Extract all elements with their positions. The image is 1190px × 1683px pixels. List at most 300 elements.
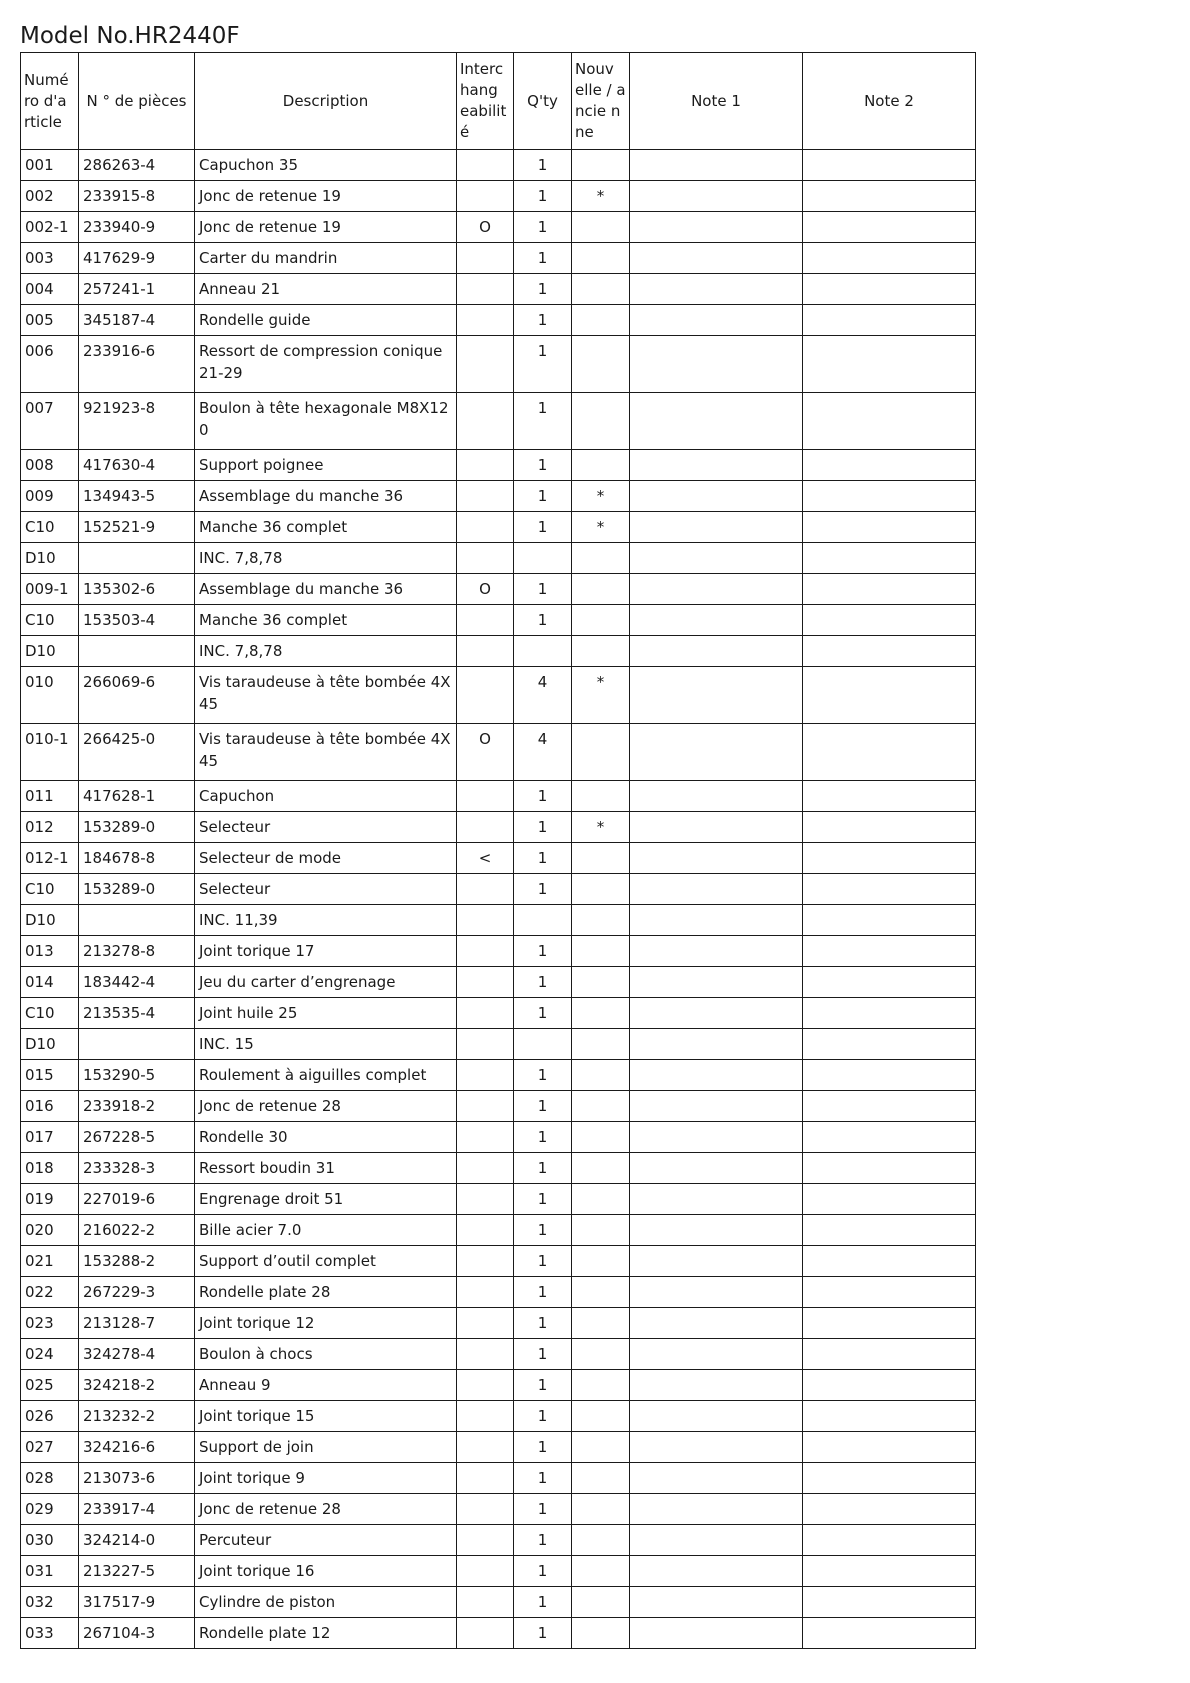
cell-part-number: 417630-4 <box>79 450 195 481</box>
cell-part-number: 233916-6 <box>79 336 195 393</box>
cell-quantity: 1 <box>514 781 572 812</box>
cell-interchangeability <box>457 181 514 212</box>
table-row <box>21 843 976 874</box>
cell-description: Jonc de retenue 19 <box>195 181 457 212</box>
cell-description: Selecteur de mode <box>195 843 457 874</box>
cell-note-1 <box>630 393 803 450</box>
cell-part-number: 213278-8 <box>79 936 195 967</box>
table-row <box>21 1184 976 1215</box>
table-row <box>21 1339 976 1370</box>
cell-note-1 <box>630 1091 803 1122</box>
cell-quantity: 1 <box>514 936 572 967</box>
cell-note-2 <box>803 1246 976 1277</box>
cell-quantity: 1 <box>514 1432 572 1463</box>
cell-note-2 <box>803 1432 976 1463</box>
cell-item-number: 002-1 <box>21 212 79 243</box>
cell-interchangeability: O <box>457 724 514 781</box>
cell-part-number: 267229-3 <box>79 1277 195 1308</box>
cell-quantity: 1 <box>514 1339 572 1370</box>
cell-note-2 <box>803 1401 976 1432</box>
cell-new-old <box>572 843 630 874</box>
cell-quantity: 1 <box>514 450 572 481</box>
cell-new-old <box>572 1618 630 1649</box>
cell-item-number: C10 <box>21 998 79 1029</box>
cell-part-number <box>79 1029 195 1060</box>
cell-new-old: * <box>572 181 630 212</box>
cell-note-1 <box>630 781 803 812</box>
cell-part-number: 921923-8 <box>79 393 195 450</box>
cell-new-old <box>572 305 630 336</box>
cell-note-1 <box>630 936 803 967</box>
cell-note-1 <box>630 336 803 393</box>
cell-quantity <box>514 543 572 574</box>
cell-note-1 <box>630 1153 803 1184</box>
cell-part-number: 267228-5 <box>79 1122 195 1153</box>
cell-note-2 <box>803 336 976 393</box>
cell-part-number: 227019-6 <box>79 1184 195 1215</box>
cell-note-1 <box>630 543 803 574</box>
cell-item-number: 015 <box>21 1060 79 1091</box>
cell-note-2 <box>803 1308 976 1339</box>
cell-quantity: 1 <box>514 843 572 874</box>
cell-note-2 <box>803 543 976 574</box>
table-row <box>21 1618 976 1649</box>
cell-note-2 <box>803 874 976 905</box>
cell-quantity <box>514 1029 572 1060</box>
cell-quantity <box>514 636 572 667</box>
cell-quantity: 1 <box>514 1401 572 1432</box>
cell-quantity: 1 <box>514 212 572 243</box>
header-interchangeability: Interc hang eabilit é <box>457 53 514 150</box>
cell-note-1 <box>630 181 803 212</box>
cell-note-2 <box>803 667 976 724</box>
table-row <box>21 1587 976 1618</box>
cell-interchangeability <box>457 543 514 574</box>
cell-note-2 <box>803 1060 976 1091</box>
table-row <box>21 1215 976 1246</box>
table-row <box>21 1308 976 1339</box>
cell-interchangeability <box>457 1060 514 1091</box>
table-row <box>21 1401 976 1432</box>
table-row <box>21 212 976 243</box>
cell-note-1 <box>630 874 803 905</box>
cell-interchangeability <box>457 1556 514 1587</box>
cell-interchangeability <box>457 1246 514 1277</box>
cell-quantity: 1 <box>514 1122 572 1153</box>
cell-part-number: 324278-4 <box>79 1339 195 1370</box>
cell-note-1 <box>630 1370 803 1401</box>
cell-note-1 <box>630 1339 803 1370</box>
cell-interchangeability <box>457 781 514 812</box>
cell-new-old <box>572 905 630 936</box>
cell-interchangeability <box>457 967 514 998</box>
cell-quantity: 1 <box>514 481 572 512</box>
cell-item-number: 009 <box>21 481 79 512</box>
cell-item-number: 008 <box>21 450 79 481</box>
table-row <box>21 243 976 274</box>
table-row <box>21 1494 976 1525</box>
cell-item-number: 012-1 <box>21 843 79 874</box>
cell-quantity: 1 <box>514 150 572 181</box>
cell-note-1 <box>630 998 803 1029</box>
cell-interchangeability <box>457 450 514 481</box>
table-row <box>21 1525 976 1556</box>
cell-note-2 <box>803 843 976 874</box>
cell-interchangeability <box>457 1587 514 1618</box>
cell-item-number: 017 <box>21 1122 79 1153</box>
cell-item-number: 024 <box>21 1339 79 1370</box>
cell-part-number: 213232-2 <box>79 1401 195 1432</box>
table-row <box>21 543 976 574</box>
cell-note-2 <box>803 1029 976 1060</box>
cell-description: Support poignee <box>195 450 457 481</box>
cell-part-number: 216022-2 <box>79 1215 195 1246</box>
cell-note-2 <box>803 781 976 812</box>
cell-part-number: 233918-2 <box>79 1091 195 1122</box>
cell-note-1 <box>630 605 803 636</box>
cell-interchangeability: < <box>457 843 514 874</box>
cell-note-1 <box>630 150 803 181</box>
cell-part-number: 135302-6 <box>79 574 195 605</box>
cell-item-number: 005 <box>21 305 79 336</box>
cell-quantity: 1 <box>514 574 572 605</box>
cell-description: Joint torique 12 <box>195 1308 457 1339</box>
cell-note-2 <box>803 905 976 936</box>
cell-description: Joint huile 25 <box>195 998 457 1029</box>
cell-part-number: 153503-4 <box>79 605 195 636</box>
cell-item-number: 023 <box>21 1308 79 1339</box>
cell-interchangeability <box>457 1618 514 1649</box>
table-row <box>21 1029 976 1060</box>
cell-interchangeability <box>457 243 514 274</box>
cell-new-old <box>572 781 630 812</box>
cell-item-number: D10 <box>21 543 79 574</box>
cell-description: Rondelle guide <box>195 305 457 336</box>
cell-new-old <box>572 1277 630 1308</box>
cell-part-number: 153290-5 <box>79 1060 195 1091</box>
table-row <box>21 636 976 667</box>
cell-part-number: 233917-4 <box>79 1494 195 1525</box>
cell-part-number: 183442-4 <box>79 967 195 998</box>
cell-new-old <box>572 1091 630 1122</box>
cell-note-2 <box>803 1618 976 1649</box>
cell-interchangeability: O <box>457 574 514 605</box>
cell-interchangeability <box>457 1525 514 1556</box>
cell-part-number: 324214-0 <box>79 1525 195 1556</box>
table-row <box>21 1091 976 1122</box>
cell-interchangeability <box>457 1432 514 1463</box>
cell-note-1 <box>630 1525 803 1556</box>
cell-quantity: 1 <box>514 1091 572 1122</box>
cell-note-2 <box>803 450 976 481</box>
cell-item-number: 013 <box>21 936 79 967</box>
cell-interchangeability <box>457 150 514 181</box>
table-row <box>21 1277 976 1308</box>
cell-description: Support de join <box>195 1432 457 1463</box>
cell-description: Boulon à chocs <box>195 1339 457 1370</box>
cell-part-number: 213073-6 <box>79 1463 195 1494</box>
cell-interchangeability <box>457 998 514 1029</box>
cell-note-2 <box>803 1215 976 1246</box>
cell-item-number: D10 <box>21 636 79 667</box>
cell-quantity: 1 <box>514 1618 572 1649</box>
cell-description: Capuchon <box>195 781 457 812</box>
cell-description: INC. 11,39 <box>195 905 457 936</box>
cell-item-number: 002 <box>21 181 79 212</box>
cell-item-number: 010-1 <box>21 724 79 781</box>
cell-part-number: 153288-2 <box>79 1246 195 1277</box>
table-row <box>21 1060 976 1091</box>
cell-note-2 <box>803 512 976 543</box>
cell-note-1 <box>630 1246 803 1277</box>
cell-new-old <box>572 336 630 393</box>
cell-note-2 <box>803 998 976 1029</box>
cell-quantity: 1 <box>514 1587 572 1618</box>
cell-quantity: 4 <box>514 724 572 781</box>
cell-description: Bille acier 7.0 <box>195 1215 457 1246</box>
cell-note-2 <box>803 936 976 967</box>
cell-item-number: 007 <box>21 393 79 450</box>
cell-quantity: 1 <box>514 1246 572 1277</box>
cell-interchangeability <box>457 605 514 636</box>
cell-part-number: 267104-3 <box>79 1618 195 1649</box>
table-row <box>21 481 976 512</box>
cell-note-1 <box>630 967 803 998</box>
cell-part-number: 213535-4 <box>79 998 195 1029</box>
cell-quantity: 1 <box>514 336 572 393</box>
cell-note-1 <box>630 1432 803 1463</box>
cell-interchangeability <box>457 1277 514 1308</box>
cell-quantity: 1 <box>514 874 572 905</box>
cell-new-old <box>572 393 630 450</box>
cell-note-2 <box>803 1525 976 1556</box>
cell-description: Ressort de compression conique 21-29 <box>195 336 457 393</box>
header-item-number: Numé ro d'a rticle <box>21 53 79 150</box>
cell-item-number: 014 <box>21 967 79 998</box>
cell-item-number: 019 <box>21 1184 79 1215</box>
cell-note-2 <box>803 150 976 181</box>
cell-part-number: 213227-5 <box>79 1556 195 1587</box>
cell-interchangeability <box>457 1122 514 1153</box>
cell-description: Selecteur <box>195 874 457 905</box>
cell-quantity: 1 <box>514 998 572 1029</box>
cell-item-number: C10 <box>21 605 79 636</box>
table-row <box>21 667 976 724</box>
cell-description: Rondelle plate 28 <box>195 1277 457 1308</box>
table-row <box>21 574 976 605</box>
cell-note-1 <box>630 1122 803 1153</box>
cell-note-2 <box>803 574 976 605</box>
cell-item-number: D10 <box>21 905 79 936</box>
cell-description: Support d’outil complet <box>195 1246 457 1277</box>
cell-part-number: 324218-2 <box>79 1370 195 1401</box>
cell-interchangeability <box>457 636 514 667</box>
cell-description: INC. 7,8,78 <box>195 543 457 574</box>
cell-new-old <box>572 724 630 781</box>
cell-note-2 <box>803 1091 976 1122</box>
cell-note-1 <box>630 305 803 336</box>
cell-part-number: 324216-6 <box>79 1432 195 1463</box>
cell-new-old: * <box>572 512 630 543</box>
cell-note-1 <box>630 1556 803 1587</box>
cell-note-1 <box>630 905 803 936</box>
cell-interchangeability <box>457 1215 514 1246</box>
cell-interchangeability <box>457 1308 514 1339</box>
cell-item-number: 025 <box>21 1370 79 1401</box>
cell-part-number <box>79 905 195 936</box>
cell-new-old: * <box>572 481 630 512</box>
cell-new-old <box>572 1029 630 1060</box>
cell-note-1 <box>630 1587 803 1618</box>
cell-interchangeability <box>457 274 514 305</box>
table-row <box>21 605 976 636</box>
cell-description: Boulon à tête hexagonale M8X12 0 <box>195 393 457 450</box>
table-row <box>21 336 976 393</box>
cell-part-number <box>79 543 195 574</box>
cell-new-old <box>572 1308 630 1339</box>
cell-item-number: 001 <box>21 150 79 181</box>
table-row <box>21 1432 976 1463</box>
cell-part-number: 345187-4 <box>79 305 195 336</box>
cell-new-old: * <box>572 667 630 724</box>
cell-quantity: 1 <box>514 1556 572 1587</box>
header-part-number: N ° de pièces <box>79 53 195 150</box>
cell-item-number: 026 <box>21 1401 79 1432</box>
cell-note-2 <box>803 274 976 305</box>
table-row <box>21 1463 976 1494</box>
cell-quantity: 1 <box>514 1525 572 1556</box>
cell-item-number: 021 <box>21 1246 79 1277</box>
cell-interchangeability <box>457 481 514 512</box>
cell-note-2 <box>803 481 976 512</box>
cell-note-1 <box>630 574 803 605</box>
cell-quantity: 1 <box>514 1463 572 1494</box>
cell-quantity: 1 <box>514 1494 572 1525</box>
cell-quantity: 1 <box>514 393 572 450</box>
table-row <box>21 393 976 450</box>
cell-quantity: 1 <box>514 1060 572 1091</box>
cell-part-number: 417628-1 <box>79 781 195 812</box>
cell-quantity: 1 <box>514 243 572 274</box>
cell-note-1 <box>630 481 803 512</box>
cell-new-old <box>572 1215 630 1246</box>
cell-description: Rondelle plate 12 <box>195 1618 457 1649</box>
cell-quantity: 1 <box>514 1277 572 1308</box>
cell-interchangeability <box>457 1339 514 1370</box>
cell-new-old <box>572 1525 630 1556</box>
cell-note-1 <box>630 1401 803 1432</box>
table-row <box>21 1370 976 1401</box>
table-row <box>21 905 976 936</box>
cell-description: Vis taraudeuse à tête bombée 4X 45 <box>195 724 457 781</box>
table-row <box>21 1122 976 1153</box>
cell-part-number: 184678-8 <box>79 843 195 874</box>
cell-part-number: 266425-0 <box>79 724 195 781</box>
cell-part-number: 266069-6 <box>79 667 195 724</box>
table-row <box>21 1556 976 1587</box>
cell-description: Assemblage du manche 36 <box>195 481 457 512</box>
cell-part-number: 153289-0 <box>79 812 195 843</box>
cell-note-2 <box>803 636 976 667</box>
cell-item-number: 028 <box>21 1463 79 1494</box>
cell-item-number: 030 <box>21 1525 79 1556</box>
cell-item-number: 012 <box>21 812 79 843</box>
cell-description: Anneau 9 <box>195 1370 457 1401</box>
cell-new-old <box>572 243 630 274</box>
cell-description: Vis taraudeuse à tête bombée 4X 45 <box>195 667 457 724</box>
cell-note-2 <box>803 1494 976 1525</box>
cell-new-old <box>572 543 630 574</box>
cell-new-old <box>572 1587 630 1618</box>
table-row <box>21 874 976 905</box>
cell-new-old <box>572 636 630 667</box>
cell-item-number: 029 <box>21 1494 79 1525</box>
cell-description: Anneau 21 <box>195 274 457 305</box>
header-new-old: Nouv elle / ancie nne <box>572 53 630 150</box>
cell-note-1 <box>630 212 803 243</box>
cell-note-2 <box>803 1556 976 1587</box>
cell-note-1 <box>630 724 803 781</box>
cell-part-number: 153289-0 <box>79 874 195 905</box>
cell-note-1 <box>630 1618 803 1649</box>
cell-note-1 <box>630 1184 803 1215</box>
table-row <box>21 274 976 305</box>
cell-new-old <box>572 1432 630 1463</box>
cell-description: INC. 15 <box>195 1029 457 1060</box>
cell-note-1 <box>630 512 803 543</box>
cell-item-number: 011 <box>21 781 79 812</box>
cell-item-number: D10 <box>21 1029 79 1060</box>
cell-note-2 <box>803 1463 976 1494</box>
cell-description: Jeu du carter d’engrenage <box>195 967 457 998</box>
cell-interchangeability <box>457 936 514 967</box>
cell-part-number: 213128-7 <box>79 1308 195 1339</box>
cell-item-number: C10 <box>21 874 79 905</box>
cell-note-1 <box>630 1308 803 1339</box>
cell-note-1 <box>630 1029 803 1060</box>
table-row <box>21 450 976 481</box>
header-note-2: Note 2 <box>803 53 976 150</box>
cell-new-old <box>572 1494 630 1525</box>
cell-description: Joint torique 15 <box>195 1401 457 1432</box>
cell-new-old <box>572 605 630 636</box>
cell-description: Joint torique 17 <box>195 936 457 967</box>
cell-note-1 <box>630 812 803 843</box>
cell-quantity: 1 <box>514 1308 572 1339</box>
cell-note-2 <box>803 812 976 843</box>
cell-note-1 <box>630 243 803 274</box>
cell-note-2 <box>803 305 976 336</box>
cell-note-1 <box>630 636 803 667</box>
cell-interchangeability <box>457 812 514 843</box>
cell-description: Jonc de retenue 28 <box>195 1494 457 1525</box>
cell-part-number <box>79 636 195 667</box>
cell-description: Joint torique 16 <box>195 1556 457 1587</box>
cell-new-old <box>572 1556 630 1587</box>
cell-new-old <box>572 1153 630 1184</box>
header-quantity: Q'ty <box>514 53 572 150</box>
cell-description: Jonc de retenue 28 <box>195 1091 457 1122</box>
table-row <box>21 967 976 998</box>
cell-note-1 <box>630 450 803 481</box>
cell-new-old <box>572 936 630 967</box>
model-title: Model No.HR2440F <box>20 23 240 49</box>
cell-new-old <box>572 1463 630 1494</box>
cell-interchangeability <box>457 1184 514 1215</box>
cell-note-2 <box>803 181 976 212</box>
cell-part-number: 417629-9 <box>79 243 195 274</box>
cell-item-number: C10 <box>21 512 79 543</box>
